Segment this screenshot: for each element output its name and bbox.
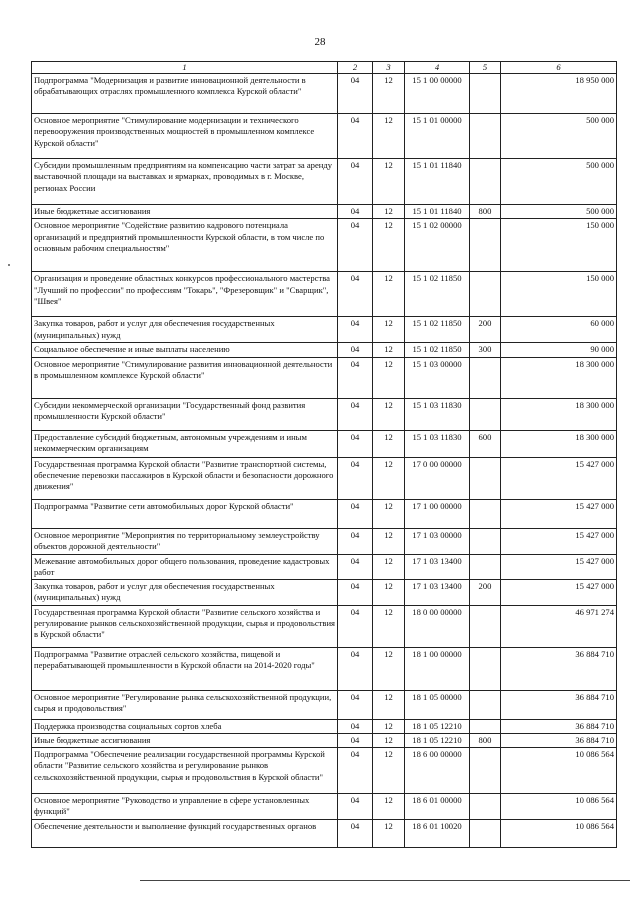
table-row: [32, 219, 617, 272]
row-amount: 60 000: [501, 317, 617, 343]
row-amount: 90 000: [501, 343, 617, 357]
row-section: 04: [338, 357, 373, 398]
row-expense-type: [470, 690, 501, 719]
row-expense-type: [470, 74, 501, 114]
table-row: [32, 554, 617, 579]
table-row: [32, 719, 617, 733]
row-expense-type: [470, 357, 501, 398]
row-subsection: 12: [373, 317, 405, 343]
row-amount: 36 884 710: [501, 734, 617, 748]
row-name: Основное мероприятие "Регулирование рынка сельскохозяйственной продукции, сырья и продовольствия": [32, 690, 338, 719]
table-row: [32, 579, 617, 605]
row-name: Организация и проведение областных конкурсов профессионального мастерства "Лучший по профессии" по профессиям "Токарь", "Фрезеровщик" и "Сварщик", "Швея": [32, 272, 338, 317]
table-row: [32, 398, 617, 430]
column-header: 6: [501, 62, 617, 74]
row-target-code: 18 6 01 10020: [405, 820, 470, 848]
row-amount: 10 086 564: [501, 820, 617, 848]
table-row: [32, 734, 617, 748]
row-target-code: 15 1 02 11850: [405, 317, 470, 343]
row-section: 04: [338, 205, 373, 219]
row-name: Поддержка производства социальных сортов хлеба: [32, 719, 338, 733]
row-section: 04: [338, 554, 373, 579]
row-subsection: 12: [373, 159, 405, 205]
row-subsection: 12: [373, 528, 405, 554]
row-name: Государственная программа Курской области "Развитие транспортной системы, обеспечение перевозки пассажиров в Курской области и безопасности дорожного движения": [32, 457, 338, 499]
column-header: 3: [373, 62, 405, 74]
row-target-code: 18 6 00 00000: [405, 748, 470, 794]
table-row: [32, 343, 617, 357]
row-target-code: 18 6 01 00000: [405, 794, 470, 820]
table-row: [32, 647, 617, 690]
row-amount: 36 884 710: [501, 719, 617, 733]
row-amount: 10 086 564: [501, 748, 617, 794]
row-name: Основное мероприятие "Мероприятия по территориальному землеустройству объектов дорожной деятельности": [32, 528, 338, 554]
page-number: 28: [314, 36, 326, 48]
table-row: [32, 272, 617, 317]
row-section: 04: [338, 219, 373, 272]
table-row: [32, 794, 617, 820]
row-subsection: 12: [373, 690, 405, 719]
row-amount: 15 427 000: [501, 554, 617, 579]
row-expense-type: 800: [470, 205, 501, 219]
row-subsection: 12: [373, 820, 405, 848]
row-amount: 500 000: [501, 205, 617, 219]
row-section: 04: [338, 748, 373, 794]
row-subsection: 12: [373, 719, 405, 733]
row-amount: 10 086 564: [501, 794, 617, 820]
scan-mark: [8, 264, 10, 266]
row-expense-type: 800: [470, 734, 501, 748]
table-row: [32, 317, 617, 343]
row-amount: 15 427 000: [501, 528, 617, 554]
row-target-code: 18 1 00 00000: [405, 647, 470, 690]
row-name: Подпрограмма "Развитие сети автомобильных дорог Курской области": [32, 499, 338, 528]
row-section: 04: [338, 528, 373, 554]
row-expense-type: [470, 719, 501, 733]
row-expense-type: [470, 647, 501, 690]
row-name: Социальное обеспечение и иные выплаты населению: [32, 343, 338, 357]
row-expense-type: [470, 554, 501, 579]
row-name: Государственная программа Курской области "Развитие сельского хозяйства и регулирование рынков сельскохозяйственной продукции, сырья и продовольствия в Курской области": [32, 605, 338, 647]
row-expense-type: [470, 499, 501, 528]
row-subsection: 12: [373, 605, 405, 647]
row-name: Основное мероприятие "Стимулирование модернизации и технического перевооружения производственных мощностей в промышленном комплексе Курской области": [32, 114, 338, 159]
row-expense-type: 300: [470, 343, 501, 357]
row-section: 04: [338, 499, 373, 528]
row-target-code: 17 0 00 00000: [405, 457, 470, 499]
row-target-code: 15 1 02 00000: [405, 219, 470, 272]
row-name: Субсидии промышленным предприятиям на компенсацию части затрат за аренду выставочной площади на выставках и ярмарках, проводимых в г. Москве, регионах России: [32, 159, 338, 205]
row-target-code: 17 1 03 13400: [405, 554, 470, 579]
row-section: 04: [338, 430, 373, 457]
column-header: 4: [405, 62, 470, 74]
row-expense-type: [470, 159, 501, 205]
row-expense-type: [470, 605, 501, 647]
row-amount: 18 300 000: [501, 357, 617, 398]
budget-table: [31, 61, 617, 848]
row-section: 04: [338, 647, 373, 690]
table-row: [32, 430, 617, 457]
row-name: Закупка товаров, работ и услуг для обеспечения государственных (муниципальных) нужд: [32, 579, 338, 605]
row-target-code: 18 0 00 00000: [405, 605, 470, 647]
row-target-code: 15 1 02 11850: [405, 343, 470, 357]
row-name: Основное мероприятие "Руководство и управление в сфере установленных функций": [32, 794, 338, 820]
row-amount: 18 300 000: [501, 398, 617, 430]
row-subsection: 12: [373, 357, 405, 398]
row-subsection: 12: [373, 499, 405, 528]
row-expense-type: [470, 748, 501, 794]
row-expense-type: [470, 219, 501, 272]
row-subsection: 12: [373, 457, 405, 499]
row-subsection: 12: [373, 398, 405, 430]
row-section: 04: [338, 343, 373, 357]
row-section: 04: [338, 605, 373, 647]
row-section: 04: [338, 114, 373, 159]
row-subsection: 12: [373, 343, 405, 357]
row-subsection: 12: [373, 579, 405, 605]
bottom-rule: [140, 880, 630, 881]
table-row: [32, 690, 617, 719]
row-section: 04: [338, 794, 373, 820]
row-expense-type: [470, 398, 501, 430]
row-subsection: 12: [373, 74, 405, 114]
row-section: 04: [338, 398, 373, 430]
row-target-code: 18 1 05 12210: [405, 719, 470, 733]
header-row: [32, 62, 617, 74]
row-expense-type: [470, 457, 501, 499]
table-row: [32, 74, 617, 114]
table-row: [32, 114, 617, 159]
table-row: [32, 605, 617, 647]
row-expense-type: 200: [470, 579, 501, 605]
row-target-code: 17 1 00 00000: [405, 499, 470, 528]
row-name: Подпрограмма "Модернизация и развитие инновационной деятельности в обрабатывающих отраслях промышленного комплекса Курской области": [32, 74, 338, 114]
table-row: [32, 205, 617, 219]
row-section: 04: [338, 719, 373, 733]
column-header: 2: [338, 62, 373, 74]
table-row: [32, 357, 617, 398]
row-subsection: 12: [373, 748, 405, 794]
table-row: [32, 820, 617, 848]
table-row: [32, 499, 617, 528]
row-section: 04: [338, 74, 373, 114]
row-expense-type: [470, 272, 501, 317]
row-target-code: 18 1 05 00000: [405, 690, 470, 719]
row-amount: 500 000: [501, 159, 617, 205]
row-amount: 15 427 000: [501, 499, 617, 528]
row-amount: 500 000: [501, 114, 617, 159]
row-name: Иные бюджетные ассигнования: [32, 734, 338, 748]
row-name: Межевание автомобильных дорог общего пользования, проведение кадастровых работ: [32, 554, 338, 579]
row-target-code: 15 1 03 11830: [405, 398, 470, 430]
table-row: [32, 748, 617, 794]
row-target-code: 18 1 05 12210: [405, 734, 470, 748]
row-subsection: 12: [373, 554, 405, 579]
row-section: 04: [338, 820, 373, 848]
row-subsection: 12: [373, 794, 405, 820]
row-amount: 15 427 000: [501, 457, 617, 499]
row-expense-type: [470, 114, 501, 159]
row-amount: 36 884 710: [501, 647, 617, 690]
row-name: Закупка товаров, работ и услуг для обеспечения государственных (муниципальных) нужд: [32, 317, 338, 343]
row-amount: 15 427 000: [501, 579, 617, 605]
row-amount: 150 000: [501, 272, 617, 317]
row-target-code: 15 1 01 00000: [405, 114, 470, 159]
row-expense-type: [470, 794, 501, 820]
row-subsection: 12: [373, 430, 405, 457]
row-target-code: 17 1 03 13400: [405, 579, 470, 605]
table-row: [32, 457, 617, 499]
row-target-code: 15 1 01 11840: [405, 159, 470, 205]
column-header: 1: [32, 62, 338, 74]
row-section: 04: [338, 579, 373, 605]
row-amount: 18 300 000: [501, 430, 617, 457]
row-subsection: 12: [373, 734, 405, 748]
row-name: Обеспечение деятельности и выполнение функций государственных органов: [32, 820, 338, 848]
row-subsection: 12: [373, 205, 405, 219]
row-target-code: 15 1 00 00000: [405, 74, 470, 114]
row-name: Субсидии некоммерческой организации "Государственный фонд развития промышленности Курской области": [32, 398, 338, 430]
row-section: 04: [338, 272, 373, 317]
row-subsection: 12: [373, 219, 405, 272]
row-name: Предоставление субсидий бюджетным, автономным учреждениям и иным некоммерческим организациям: [32, 430, 338, 457]
row-amount: 46 971 274: [501, 605, 617, 647]
row-name: Подпрограмма "Развитие отраслей сельского хозяйства, пищевой и перерабатывающей промышленности в Курской области на 2014-2020 годы": [32, 647, 338, 690]
row-name: Подпрограмма "Обеспечение реализации государственной программы Курской области "Развитие сельского хозяйства и регулирование рынков сельскохозяйственной продукции, сырья и продовольствия в Курской области": [32, 748, 338, 794]
row-name: Основное мероприятие "Содействие развитию кадрового потенциала организаций и предприятий промышленности Курской области, в том числе по основным рабочим специальностям": [32, 219, 338, 272]
row-name: Основное мероприятие "Стимулирование развития инновационной деятельности в промышленном комплексе Курской области": [32, 357, 338, 398]
row-expense-type: [470, 820, 501, 848]
row-target-code: 15 1 01 11840: [405, 205, 470, 219]
row-amount: 18 950 000: [501, 74, 617, 114]
row-section: 04: [338, 690, 373, 719]
row-subsection: 12: [373, 114, 405, 159]
row-target-code: 15 1 03 00000: [405, 357, 470, 398]
row-section: 04: [338, 457, 373, 499]
row-expense-type: 600: [470, 430, 501, 457]
row-amount: 36 884 710: [501, 690, 617, 719]
row-name: Иные бюджетные ассигнования: [32, 205, 338, 219]
row-subsection: 12: [373, 272, 405, 317]
row-section: 04: [338, 317, 373, 343]
row-target-code: 15 1 03 11830: [405, 430, 470, 457]
row-section: 04: [338, 734, 373, 748]
row-target-code: 17 1 03 00000: [405, 528, 470, 554]
column-header: 5: [470, 62, 501, 74]
row-target-code: 15 1 02 11850: [405, 272, 470, 317]
row-section: 04: [338, 159, 373, 205]
row-expense-type: [470, 528, 501, 554]
table-row: [32, 159, 617, 205]
row-amount: 150 000: [501, 219, 617, 272]
row-subsection: 12: [373, 647, 405, 690]
row-expense-type: 200: [470, 317, 501, 343]
table-row: [32, 528, 617, 554]
